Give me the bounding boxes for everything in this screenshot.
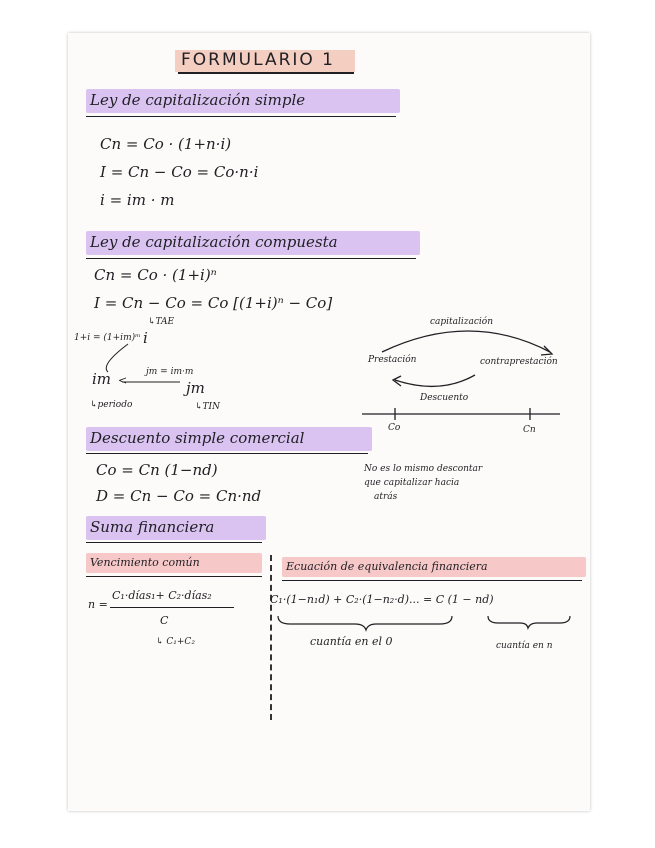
cuantia-n-label: cuantía en n xyxy=(496,641,553,651)
diagram-cn: Cn xyxy=(523,425,536,435)
equivalencia-formula: C₁·(1−n₁d) + C₂·(1−n₂·d)... = C (1 − nd) xyxy=(270,593,494,606)
descuento-note-line-1: No es lo mismo descontar xyxy=(364,464,483,474)
vencimiento-numerator: C₁·días₁+ C₂·días₂ xyxy=(112,589,212,602)
suma-heading: Suma financiera xyxy=(90,518,215,536)
brace-cuantia-0 xyxy=(278,616,452,630)
simple-formula-2: I = Cn − Co = Co·n·i xyxy=(100,163,259,181)
im-arrow: < xyxy=(118,374,128,387)
tae-note: ↳TAE xyxy=(148,317,175,327)
compuesta-formula-1: Cn = Co · (1+i)ⁿ xyxy=(94,266,217,284)
compound-relation: 1+i = (1+im)ᵐ xyxy=(74,333,141,343)
vencimiento-sum-note: ↳ C₁+C₂ xyxy=(156,637,195,647)
simple-formula-1: Cn = Co · (1+n·i) xyxy=(100,135,232,153)
vencimiento-heading: Vencimiento común xyxy=(90,556,200,569)
descuento-formula-2: D = Cn − Co = Cn·nd xyxy=(96,487,262,505)
compuesta-heading: Ley de capitalización compuesta xyxy=(90,233,338,251)
diagram-prestacion: Prestación xyxy=(368,355,417,365)
tin-note: ↳TIN xyxy=(195,402,220,412)
diagram-capitalizacion: capitalización xyxy=(430,317,494,327)
diagram-c0: Co xyxy=(388,423,401,433)
simple-formula-3: i = im · m xyxy=(100,191,175,209)
compuesta-formula-2: I = Cn − Co = Co [(1+i)ⁿ − Co] xyxy=(94,294,333,312)
periodo-note: ↳periodo xyxy=(90,400,133,410)
vencimiento-n-label: n = xyxy=(88,598,108,611)
brace-cuantia-n xyxy=(488,616,570,628)
diagram-contraprestacion: contraprestación xyxy=(480,357,558,367)
descuento-note-line-2: que capitalizar hacia xyxy=(364,478,460,488)
descuento-note-line-3: atrás xyxy=(374,492,398,502)
page-title: FORMULARIO 1 xyxy=(181,50,335,70)
simple-heading: Ley de capitalización simple xyxy=(90,91,306,109)
cuantia-0-label: cuantía en el 0 xyxy=(310,635,393,648)
jm-relation: jm = im·m xyxy=(146,367,194,377)
descuento-formula-1: Co = Cn (1−nd) xyxy=(96,461,218,479)
diagram-descuento: Descuento xyxy=(420,393,469,403)
vencimiento-denominator: C xyxy=(160,614,169,627)
equivalencia-heading: Ecuación de equivalencia financiera xyxy=(286,560,488,573)
compound-relation-i: i xyxy=(143,329,148,347)
im-symbol: im xyxy=(92,370,112,388)
jm-symbol: jm xyxy=(186,379,205,397)
descuento-heading: Descuento simple comercial xyxy=(90,429,305,447)
